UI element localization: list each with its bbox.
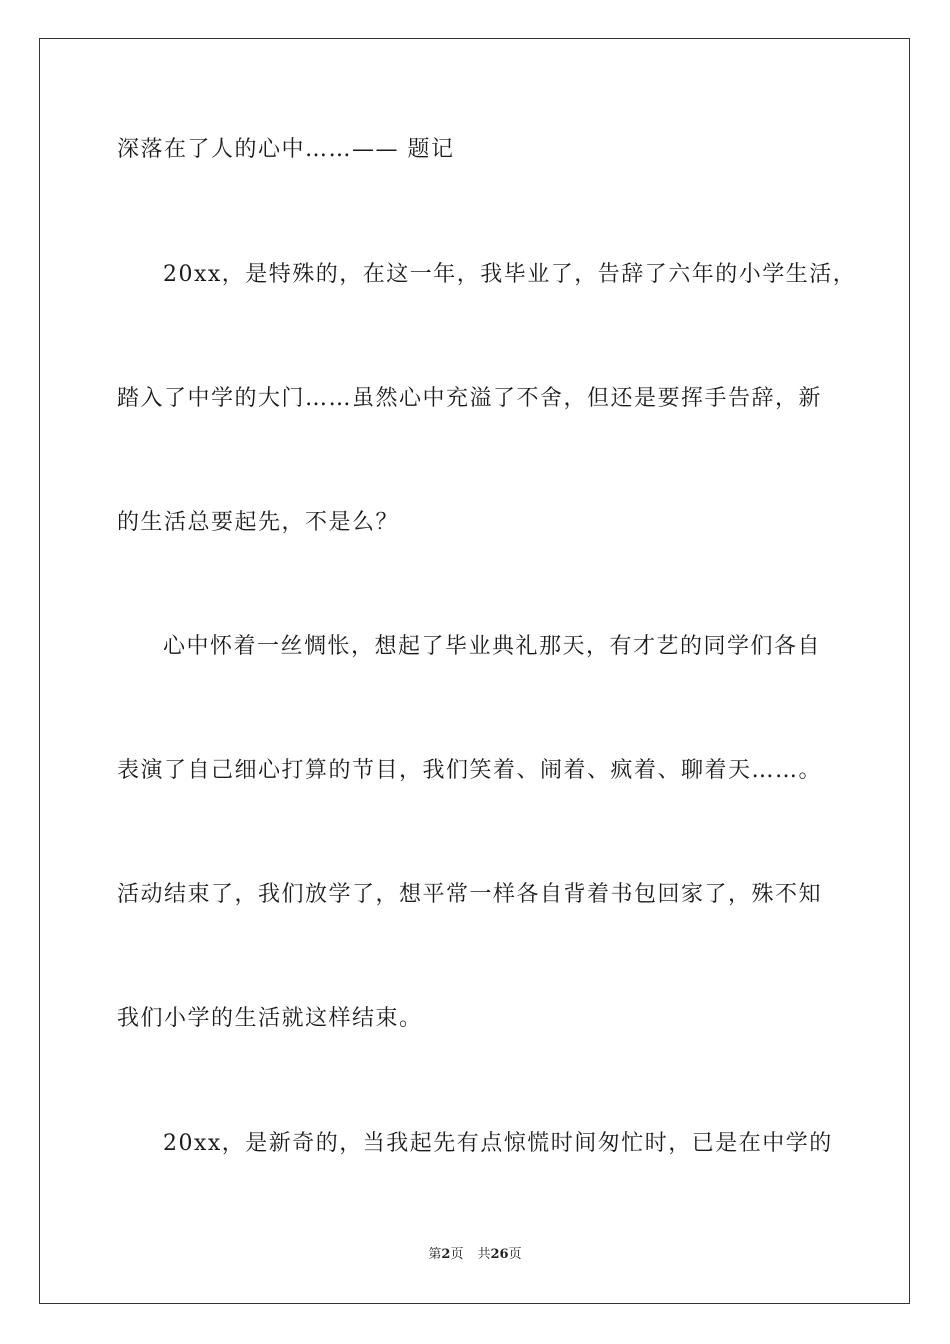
text-line-6: 表演了自己细心打算的节目，我们笑着、闹着、疯着、聊着天……。 <box>117 758 823 783</box>
total-pages: 26 <box>490 1247 509 1262</box>
text-line-2: 20xx，是特殊的，在这一年，我毕业了，告辞了六年的小学生活， <box>163 262 857 287</box>
page-footer <box>0 1246 950 1264</box>
total-prefix: 共 <box>477 1247 491 1262</box>
text-line-1: 深落在了人的心中……—— 题记 <box>117 137 455 162</box>
page-suffix: 页 <box>450 1247 464 1262</box>
text-line-9: 20xx，是新奇的，当我起先有点惊慌时间匆忙时，已是在中学的 <box>163 1131 833 1156</box>
total-suffix: 页 <box>508 1247 522 1262</box>
page-prefix: 第 <box>428 1247 442 1262</box>
page-border <box>39 38 910 1304</box>
text-line-5: 心中怀着一丝惆怅，想起了毕业典礼那天，有才艺的同学们各自 <box>163 634 822 659</box>
text-line-8: 我们小学的生活就这样结束。 <box>117 1006 423 1031</box>
text-line-7: 活动结束了，我们放学了，想平常一样各自背着书包回家了，殊不知 <box>117 882 823 907</box>
text-line-4: 的生活总要起先，不是么？ <box>117 510 400 535</box>
page-number: 2 <box>441 1247 451 1262</box>
text-line-3: 踏入了中学的大门……虽然心中充溢了不舍，但还是要挥手告辞，新 <box>117 386 823 411</box>
